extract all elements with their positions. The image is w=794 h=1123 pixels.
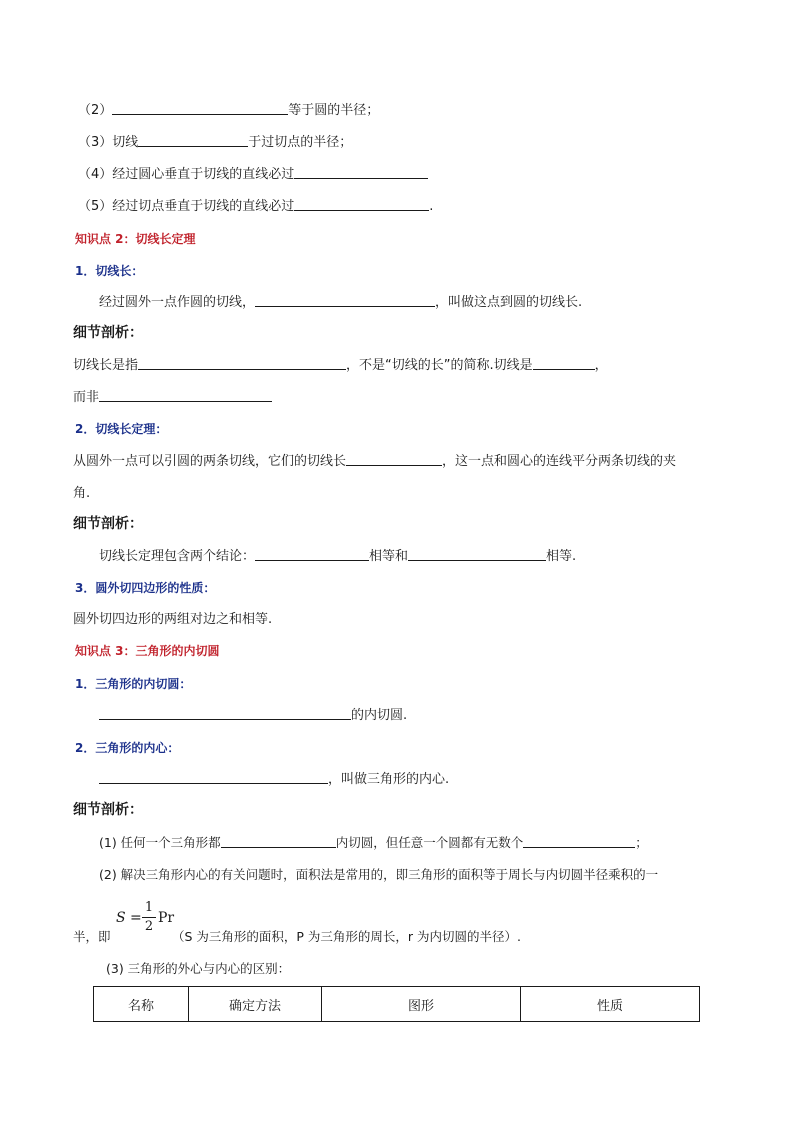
- fill-blank[interactable]: [221, 835, 336, 848]
- table-header-cell: 图形: [322, 987, 521, 1022]
- fill-blank[interactable]: [138, 357, 346, 370]
- kp2-s3-text: 圆外切四边形的两组对边之和相等.: [73, 612, 273, 627]
- kp3-section-1-title: 1．三角形的内切圆：: [75, 677, 192, 691]
- table-header-cell: 确定方法: [189, 987, 322, 1022]
- formula-denominator: 2: [144, 919, 154, 934]
- fill-blank[interactable]: [99, 707, 351, 720]
- detail-heading: 细节剖析：: [73, 325, 143, 341]
- item-4: （4）经过圆心垂直于切线的直线必过: [78, 166, 428, 183]
- fraction-bar: [142, 917, 156, 918]
- kp2-s2-line2: 角.: [73, 486, 91, 501]
- kp3-p1: (1) 任何一个三角形都 内切圆，但任意一个圆都有无数个 ；: [99, 835, 648, 850]
- fill-blank[interactable]: [408, 548, 546, 561]
- table-header-cell: 名称: [94, 987, 189, 1022]
- kp3-p2-line2-note: （S 为三角形的面积，P 为三角形的周长，r 为内切圆的半径）.: [172, 929, 522, 944]
- fill-blank[interactable]: [99, 389, 272, 402]
- comparison-table: [93, 986, 700, 1022]
- kp2-heading: 知识点 2：切线长定理: [75, 232, 196, 246]
- kp3-p2-line2-lead: 半，即: [73, 929, 111, 944]
- kp3-s1-text: 的内切圆.: [99, 707, 407, 724]
- formula-rhs: Pr: [158, 910, 175, 926]
- kp2-d1-line2: 而非: [73, 389, 272, 406]
- detail-heading: 细节剖析：: [73, 516, 143, 532]
- table-header-row: [94, 987, 700, 1022]
- fill-blank[interactable]: [99, 771, 328, 784]
- kp2-s1-text: 经过圆外一点作圆的切线， ，叫做这点到圆的切线长.: [99, 295, 583, 310]
- detail-heading: 细节剖析：: [73, 802, 143, 818]
- fill-blank[interactable]: [255, 548, 369, 561]
- fill-blank[interactable]: [294, 198, 429, 211]
- kp3-section-2-title: 2．三角形的内心：: [75, 741, 180, 755]
- item-2: （2） 等于圆的半径；: [78, 103, 380, 118]
- fill-blank[interactable]: [138, 134, 248, 147]
- kp3-p2-line1: (2) 解决三角形内心的有关问题时，面积法是常用的，即三角形的面积等于周长与内切圆半径乘积的一: [99, 867, 659, 882]
- item-5: （5）经过切点垂直于切线的直线必过 .: [78, 199, 434, 214]
- fill-blank[interactable]: [523, 835, 635, 848]
- fill-blank[interactable]: [294, 166, 428, 179]
- fill-blank[interactable]: [255, 294, 435, 307]
- formula-numerator: 1: [144, 900, 154, 915]
- kp3-p3: (3) 三角形的外心与内心的区别：: [106, 961, 291, 976]
- kp2-section-1-title: 1．切线长：: [75, 264, 144, 278]
- kp2-section-2-title: 2．切线长定理：: [75, 422, 168, 436]
- kp2-d1-line1: 切线长是指 ，不是“切线的长”的简称.切线是 ，: [73, 358, 608, 373]
- table-header-cell: 性质: [521, 987, 700, 1022]
- kp3-heading: 知识点 3：三角形的内切圆: [75, 644, 220, 658]
- kp2-section-3-title: 3．圆外切四边形的性质：: [75, 581, 216, 595]
- item-3: （3）切线 于过切点的半径；: [78, 135, 353, 150]
- kp2-s2-line1: 从圆外一点可以引圆的两条切线，它们的切线长 ，这一点和圆心的连线平分两条切线的夹: [73, 454, 677, 469]
- formula-lhs: S =: [116, 910, 142, 926]
- fill-blank[interactable]: [346, 453, 442, 466]
- kp2-d2-text: 切线长定理包含两个结论： 相等和 相等.: [99, 549, 577, 564]
- fill-blank[interactable]: [112, 102, 288, 115]
- kp3-s2-text: ，叫做三角形的内心.: [99, 771, 449, 788]
- fill-blank[interactable]: [533, 357, 595, 370]
